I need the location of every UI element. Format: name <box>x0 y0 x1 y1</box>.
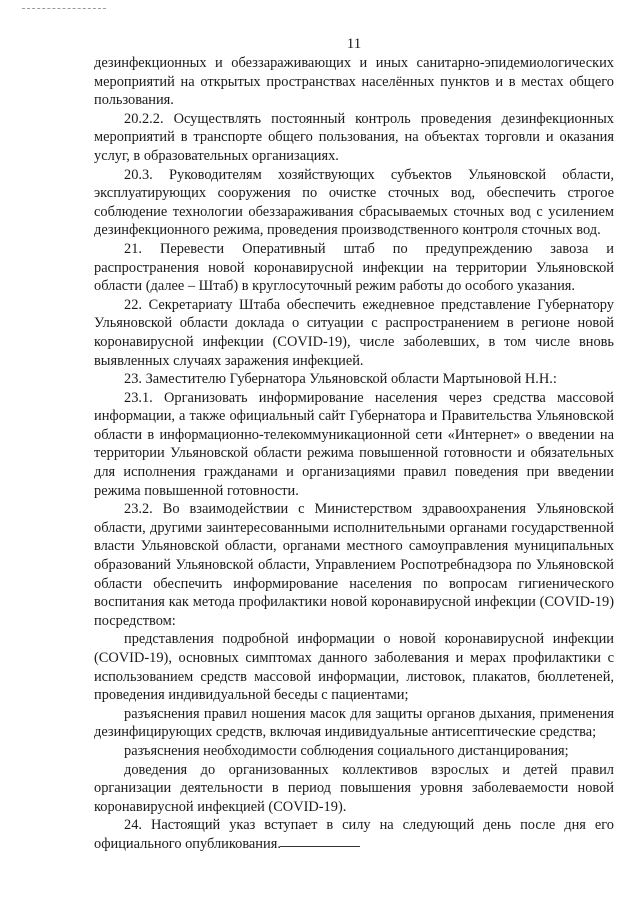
paragraph-continuation: дезинфекционных и обеззараживающих и иных санитарно-эпидемиологических мероприятий на открытых пространствах населённых пунктов и в местах общего пользования. <box>94 55 614 109</box>
paragraph-24: 24. Настоящий указ вступает в силу на следующий день после дня его официального опубликования. <box>94 817 614 852</box>
paragraph-list-item-3: разъяснения необходимости соблюдения социального дистанцирования; <box>124 742 569 759</box>
paragraph-list-item-2: разъяснения правил ношения масок для защиты органов дыхания, применения дезинфицирующих средств, включая индивидуальные антисептические средства; <box>94 705 614 741</box>
paragraph-20-2-2: 20.2.2. Осуществлять постоянный контроль проведения дезинфекционных мероприятий в транспорте общего пользования, на объектах торговли и оказания услуг, в образовательных организациях. <box>94 110 614 164</box>
paragraph-list-item-4: доведения до организованных коллективов взрослых и детей правил организации деятельности в период повышения уровня заболеваемости новой коронавирусной инфекцией (COVID-19). <box>94 761 614 815</box>
header-dashed-line <box>22 8 106 9</box>
paragraph-23: 23. Заместителю Губернатора Ульяновской области Мартыновой Н.Н.: <box>124 371 557 388</box>
paragraph-list-item-1: представления подробной информации о новой коронавирусной инфекции (COVID-19), основных симптомах данного заболевания и мерах профилактики с использованием средств массовой информации, листовок, плакатов, бюллетеней, проведения индивидуальной беседы с пациентами; <box>94 631 614 704</box>
paragraph-23-2: 23.2. Во взаимодействии с Министерством здравоохранения Ульяновской области, другими заинтересованными исполнительными органами государственной власти Ульяновской области, органами местного самоуправления муниципальных образований Ульяновской области, Управлением Роспотребнадзора по Ульяновской области обеспечить информирование населения по вопросам гигиенического воспитания как метода профилактики новой коронавирусной инфекции (COVID-19) посредством: <box>94 501 614 629</box>
end-of-document-rule <box>280 846 360 847</box>
paragraph-22: 22. Секретариату Штаба обеспечить ежедневное представление Губернатору Ульяновской области доклада о ситуации с распространением в регионе новой коронавирусной инфекции (COVID-19), числе заболевших, в том числе вновь выявленных случаях заражения инфекцией. <box>94 296 614 369</box>
document-body <box>94 54 614 854</box>
page-number: 11 <box>346 36 362 52</box>
paragraph-23-1: 23.1. Организовать информирование населения через средства массовой информации, а также официальный сайт Губернатора и Правительства Ульяновской области в информационно-телекоммуникационной сети «Интернет» о введении на территории Ульяновской области режима повышенной готовности и обязательных для исполнения гражданами и организациями правил поведения при введении режима повышенной готовности. <box>94 389 614 499</box>
paragraph-21: 21. Перевести Оперативный штаб по предупреждению завоза и распространения новой коронавирусной инфекции на территории Ульяновской области (далее – Штаб) в круглосуточный режим работы до особого указания. <box>94 240 614 295</box>
paragraph-20-3: 20.3. Руководителям хозяйствующих субъектов Ульяновской области, эксплуатирующих сооружения по очистке сточных вод, обеспечить строгое соблюдение технологии обеззараживания сбрасываемых сточных вод с усилением дезинфекционного режима, проведения производственного контроля сточных вод. <box>94 166 614 239</box>
